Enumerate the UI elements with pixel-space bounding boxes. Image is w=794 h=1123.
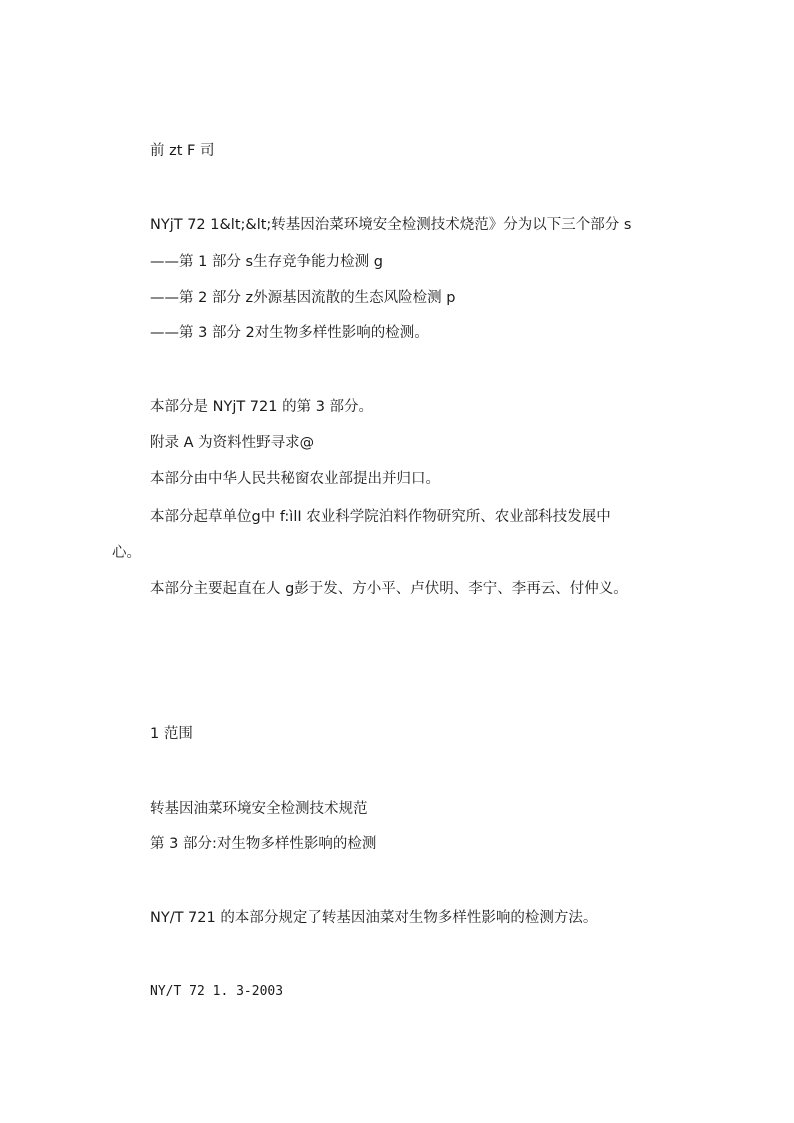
scope-standard-subtitle: 第 3 部分:对生物多样性影响的检测 <box>150 836 377 852</box>
scope-description: NY/T 721 的本部分规定了转基因油菜对生物多样性影响的检测方法。 <box>150 910 598 926</box>
foreword-part-1: ——第 1 部分 s生存竞争能力检测 g <box>150 254 383 270</box>
foreword-drafters: 本部分主要起直在人 g彭于发、方小平、卢伏明、李宁、李再云、付仲义。 <box>150 581 628 597</box>
scope-heading: 1 范围 <box>150 726 193 742</box>
scope-standard-title: 转基因油菜环境安全检测技术规范 <box>150 801 368 817</box>
foreword-part-3: ——第 3 部分 2对生物多样性影响的检测。 <box>150 325 429 341</box>
foreword-statement-proposer: 本部分由中华人民共秘窗农业部提出并归口。 <box>150 471 440 487</box>
foreword-statement-part-of: 本部分是 NYjT 721 的第 3 部分。 <box>150 399 374 415</box>
standard-code: NY/T 72 1. 3-2003 <box>150 984 284 999</box>
foreword-drafting-unit-continued: 心。 <box>112 545 141 561</box>
foreword-part-2: ——第 2 部分 z外源基因流散的生态风险检测 p <box>150 290 456 306</box>
foreword-intro: NYjT 72 1&lt;&lt;转基因治菜环境安全检测技术烧范》分为以下三个部分 s <box>150 217 632 233</box>
foreword-drafting-unit: 本部分起草单位g中 f:ìlI 农业科学院泊料作物研究所、农业部科技发展中 <box>150 509 611 525</box>
foreword-heading: 前 zt F 司 <box>150 143 215 159</box>
foreword-statement-appendix: 附录 A 为资料性野寻求@ <box>150 435 315 451</box>
